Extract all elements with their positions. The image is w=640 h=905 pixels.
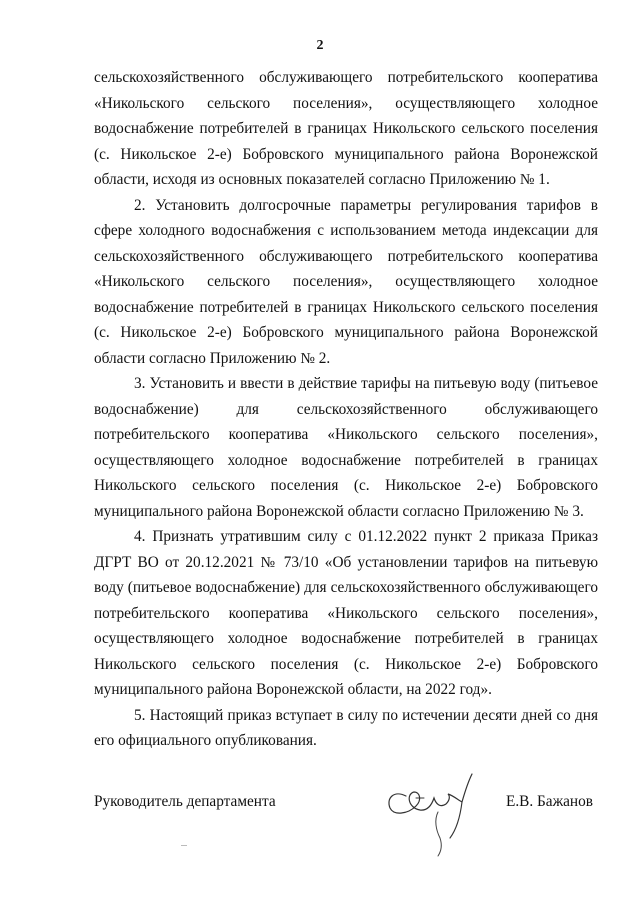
paragraph-continuation: сельскохозяйственного обслуживающего потребительского кооператива «Никольского сельского поселения», осуществляющего холодное водоснабжение потребителей в границах Никольского сельского поселения (с. Никольское 2-е) Бобровского муниципального района Воронежской области, исходя из основных показателей согласно Приложению № 1.: [94, 69, 598, 188]
signatory-title: Руководитель департамента: [94, 793, 276, 810]
handwritten-signature: [376, 768, 486, 868]
signatory-name: Е.В. Бажанов: [505, 793, 593, 810]
paragraph-item-2: 2. Установить долгосрочные параметры регулирования тарифов в сфере холодного водоснабжения с использованием метода индексации для сельскохозяйственного обслуживающего потребительского кооператива «Никольского сельского поселения», осуществляющего холодное водоснабжение потребителей в границах Никольского сельского поселения (с. Никольское 2-е) Бобровского муниципального района Воронежской области согласно Приложению № 2.: [94, 196, 598, 367]
paragraph-item-5: 5. Настоящий приказ вступает в силу по истечении десяти дней со дня его официального опубликования.: [94, 706, 598, 749]
paragraph-item-4: 4. Признать утратившим силу с 01.12.2022 пункт 2 приказа Приказ ДГРТ ВО от 20.12.2021 № 73/10 «Об установлении тарифов на питьевую воду (питьевое водоснабжение) для сельскохозяйственного обслуживающего потребительского кооператива «Никольского сельского поселения», осуществляющего холодное водоснабжение потребителей в границах Никольского сельского поселения (с. Никольское 2-е) Бобровского муниципального района Воронежской области, на 2022 год».: [94, 528, 598, 698]
paragraph-item-3: 3. Установить и ввести в действие тарифы на питьевую воду (питьевое водоснабжение) для сельскохозяйственного обслуживающего потребительского кооператива «Никольского сельского поселения», осуществляющего холодное водоснабжение потребителей в границах Никольского сельского поселения (с. Никольское 2-е) Бобровского муниципального района Воронежской области согласно Приложению № 3.: [94, 375, 598, 520]
document-body: [94, 65, 598, 754]
scan-mark: [181, 845, 187, 846]
page-number: 2: [316, 38, 324, 53]
signature-block: [94, 790, 598, 880]
